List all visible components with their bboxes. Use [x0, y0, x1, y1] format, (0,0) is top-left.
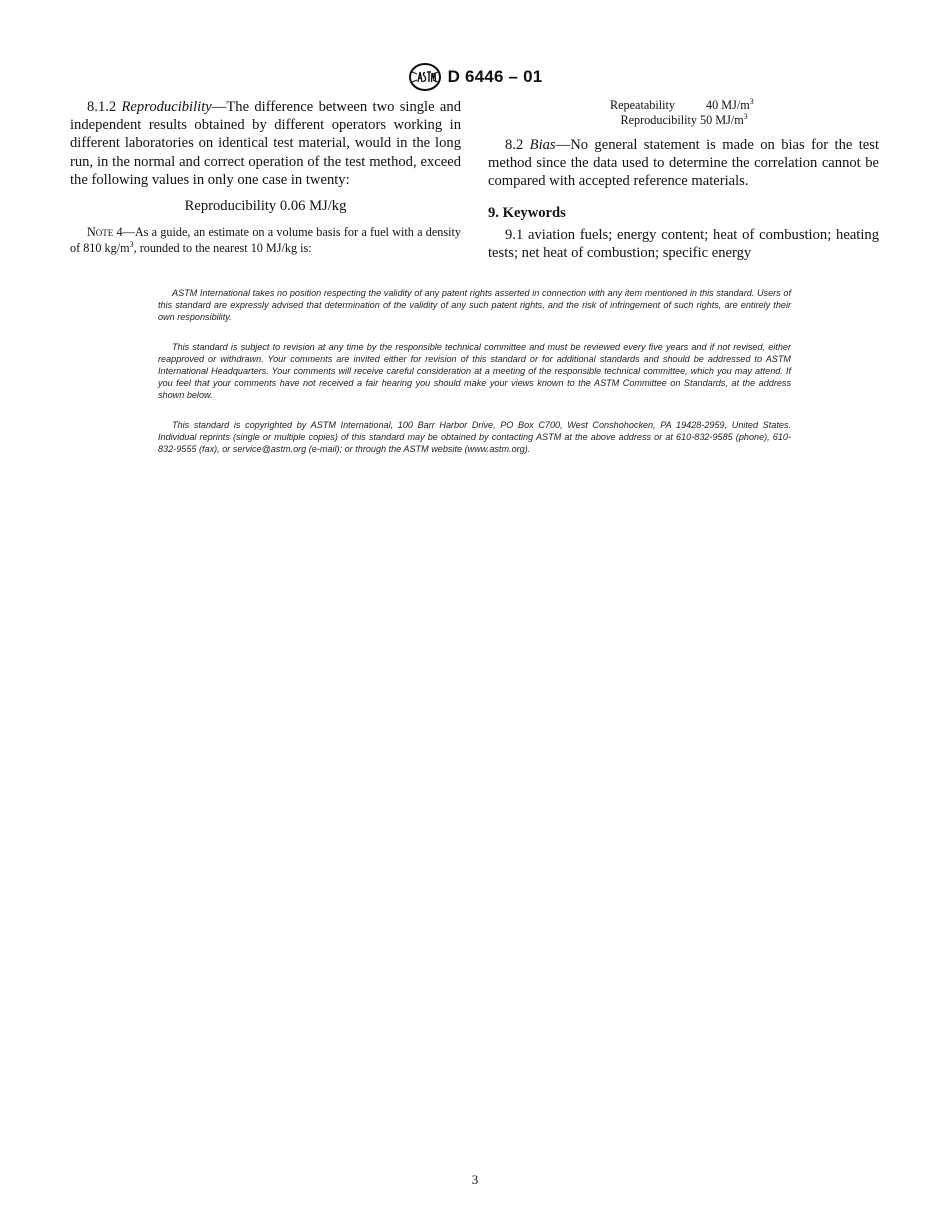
note-4	[70, 225, 461, 256]
footer-patent-notice: ASTM International takes no position respecting the validity of any patent rights asserted in connection with any item mentioned in this standard. Users of this standard are expressly advised that determination of the validity of any such patent rights, and the risk of infringement of such rights, are entirely their own responsibility.	[158, 288, 791, 323]
note-label: Note	[87, 225, 114, 240]
precision-row	[488, 113, 879, 128]
footer-copyright-notice: This standard is copyrighted by ASTM International, 100 Barr Harbor Drive, PO Box C700, West Conshohocken, PA 19428-2959, United States. Individual reprints (single or multiple copies) of this standard may be obtained by contacting ASTM at the above address or at 610-832-9585 (phone), 610-832-9555 (fax), or service@astm.org (e-mail); or through the ASTM website (www.astm.org).	[158, 419, 791, 455]
keywords-heading: 9. Keywords	[488, 204, 566, 221]
section-8-2	[488, 136, 879, 191]
note-superscript: 3	[129, 239, 134, 249]
section-term: Reproducibility	[121, 99, 212, 115]
precision-value	[675, 98, 796, 113]
section-number: 8.1.2	[87, 99, 117, 115]
left-column	[70, 98, 461, 256]
section-body: —The difference between two single and independent results obtained by different operators working in different laboratories on identical test material, would in the long run, in the normal and correct operation of the test method, exceed the following values in only one case in twenty:	[70, 99, 461, 188]
precision-superscript: 3	[749, 96, 754, 106]
note-text: —As a guide, an estimate on a volume basis for a fuel with a density of 810 kg/m	[70, 225, 461, 255]
note-number: 4	[113, 225, 123, 240]
precision-value	[697, 113, 790, 128]
astm-footer	[158, 287, 791, 472]
precision-label: Reproducibility	[620, 113, 697, 127]
footer-revision-notice: This standard is subject to revision at any time by the responsible technical committee and must be reviewed every five years and if not revised, either reapproved or withdrawn. Your comments are invited either for revision of this standard or for additional standards and should be addressed to ASTM International Headquarters. Your comments will receive careful consideration at a meeting of the responsible technical committee, which you may attend. If you feel that your comments have not received a fair hearing you should make your views known to the ASTM Committee on Standards, at the address shown below.	[158, 341, 791, 401]
precision-value-text: 50 MJ/m	[700, 113, 744, 127]
section-8-1-2	[70, 98, 461, 189]
keywords-text: 9.1 aviation fuels; energy content; heat of combustion; heating tests; net heat of combustion; specific energy	[488, 226, 879, 262]
right-column	[488, 98, 879, 262]
precision-superscript: 3	[743, 111, 748, 121]
note-text-end: , rounded to the nearest 10 MJ/kg is:	[133, 240, 312, 255]
reproducibility-value: Reproducibility 0.06 MJ/kg	[184, 198, 347, 215]
astm-logo-icon	[408, 62, 442, 92]
precision-table	[488, 98, 879, 128]
precision-label: Repeatability	[610, 98, 675, 112]
section-term: Bias	[529, 137, 556, 153]
page-header	[0, 62, 950, 92]
section-body: —No general statement is made on bias for the test method since the data used to determine the correlation cannot be compared with accepted reference materials.	[488, 137, 879, 190]
page-number: 3	[471, 1172, 479, 1187]
section-number: 8.2	[505, 137, 524, 153]
precision-row	[488, 98, 879, 113]
standard-designation: D 6446 – 01	[447, 67, 543, 86]
precision-value-text: 40 MJ/m	[706, 98, 750, 112]
